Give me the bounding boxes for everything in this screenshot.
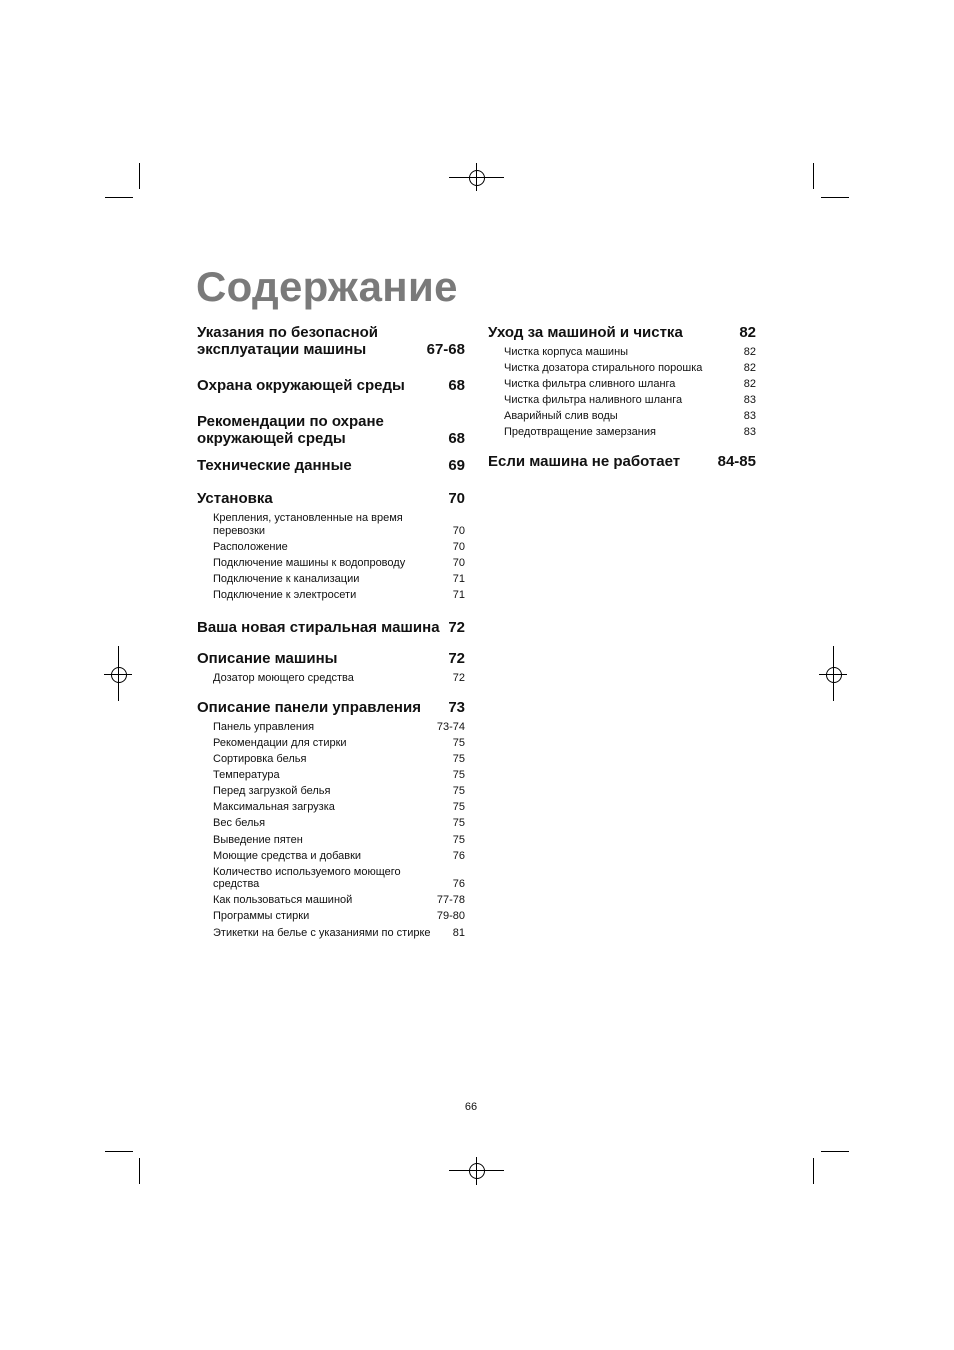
toc-section-heading[interactable] bbox=[197, 457, 465, 474]
section-title: Если машина не работает bbox=[488, 452, 681, 470]
toc-entry[interactable] bbox=[197, 557, 465, 570]
toc-section-heading[interactable] bbox=[197, 324, 465, 358]
entry-page: 82 bbox=[743, 346, 756, 358]
entry-page: 75 bbox=[452, 817, 465, 830]
section-page: 82 bbox=[739, 324, 756, 341]
section-title: Уход за машиной и чистка bbox=[488, 324, 683, 341]
toc-section bbox=[488, 324, 756, 439]
entry-page: 79-80 bbox=[436, 910, 465, 923]
toc-entry[interactable] bbox=[197, 866, 465, 891]
entry-page: 73-74 bbox=[436, 720, 465, 733]
section-title: Рекомендации по охране окружающей среды bbox=[197, 413, 384, 447]
entry-title: Аварийный слив воды bbox=[504, 410, 618, 423]
entry-page: 82 bbox=[743, 362, 756, 375]
entry-page: 75 bbox=[452, 736, 465, 749]
toc-entry[interactable] bbox=[197, 753, 465, 766]
entry-page: 75 bbox=[452, 833, 465, 846]
toc-entry[interactable] bbox=[488, 426, 756, 439]
entry-page: 75 bbox=[452, 753, 465, 766]
toc-entry[interactable] bbox=[197, 512, 465, 537]
toc-section bbox=[197, 324, 465, 358]
entry-title: Моющие средства и добавки bbox=[213, 849, 362, 862]
section-page: 67-68 bbox=[426, 341, 465, 358]
section-title: Охрана окружающей среды bbox=[197, 377, 405, 394]
toc-section bbox=[197, 619, 465, 636]
toc-section-heading[interactable] bbox=[197, 699, 465, 716]
toc-section bbox=[197, 490, 465, 601]
section-page: 69 bbox=[448, 457, 465, 474]
entry-title: Перед загрузкой белья bbox=[213, 785, 331, 798]
section-title: Технические данные bbox=[197, 457, 352, 474]
entry-title: Чистка фильтра наливного шланга bbox=[504, 394, 683, 407]
entry-title: Дозатор моющего средства bbox=[213, 672, 354, 685]
toc-entry[interactable] bbox=[488, 346, 756, 359]
entry-page: 76 bbox=[452, 878, 465, 891]
entry-page: 77-78 bbox=[436, 894, 465, 907]
toc-entry[interactable] bbox=[197, 801, 465, 814]
toc-section-heading[interactable] bbox=[197, 413, 465, 447]
section-page: 68 bbox=[448, 430, 465, 447]
entry-page: 72 bbox=[452, 672, 465, 685]
entry-page: 70 bbox=[452, 524, 465, 537]
page-number: 66 bbox=[464, 1101, 478, 1113]
toc-entry[interactable] bbox=[197, 589, 465, 602]
toc-section-heading[interactable] bbox=[197, 650, 465, 667]
toc-entry[interactable] bbox=[197, 927, 465, 940]
toc-entry[interactable] bbox=[488, 362, 756, 375]
toc-section-heading[interactable] bbox=[488, 324, 756, 341]
section-title: Указания по безопасной эксплуатации машины bbox=[197, 324, 379, 358]
toc-section-heading[interactable] bbox=[197, 619, 465, 636]
entry-title: Подключение к канализации bbox=[213, 572, 360, 585]
entry-title: Вес белья bbox=[213, 817, 266, 830]
entry-title: Количество используемого моющего средства bbox=[213, 865, 401, 891]
section-title: Ваша новая стиральная машина bbox=[197, 619, 440, 637]
entry-title: Расположение bbox=[213, 540, 288, 553]
toc-entry[interactable] bbox=[197, 672, 465, 685]
entry-page: 70 bbox=[452, 540, 465, 553]
entry-page: 83 bbox=[743, 394, 756, 407]
entry-title: Подключение к электросети bbox=[213, 588, 357, 601]
toc-entry[interactable] bbox=[197, 834, 465, 847]
toc-entry[interactable] bbox=[197, 573, 465, 586]
entry-title: Максимальная загрузка bbox=[213, 801, 335, 814]
toc-section bbox=[197, 413, 465, 447]
entry-title: Как пользоваться машиной bbox=[213, 894, 353, 907]
entry-title: Панель управления bbox=[213, 720, 315, 733]
toc-left-column bbox=[197, 324, 465, 939]
section-page: 84-85 bbox=[717, 452, 756, 470]
toc-section bbox=[488, 453, 756, 470]
toc-section-heading[interactable] bbox=[488, 453, 756, 470]
entry-page: 83 bbox=[743, 426, 756, 439]
section-page: 70 bbox=[448, 490, 465, 507]
toc-entry[interactable] bbox=[197, 769, 465, 782]
entry-title: Чистка дозатора стирального порошка bbox=[504, 362, 703, 375]
toc-entry[interactable] bbox=[197, 817, 465, 830]
entry-title: Рекомендации для стирки bbox=[213, 736, 347, 749]
toc-entry[interactable] bbox=[197, 850, 465, 863]
toc-section bbox=[197, 377, 465, 394]
section-page: 68 bbox=[448, 377, 465, 394]
toc-section bbox=[197, 457, 465, 474]
section-page: 72 bbox=[448, 619, 465, 637]
entry-title: Выведение пятен bbox=[213, 833, 303, 846]
section-title: Описание машины bbox=[197, 650, 338, 668]
toc-entry[interactable] bbox=[197, 737, 465, 750]
entry-page: 82 bbox=[743, 378, 756, 391]
toc-entry[interactable] bbox=[197, 541, 465, 554]
entry-title: Программы стирки bbox=[213, 910, 310, 923]
entry-page: 71 bbox=[452, 588, 465, 601]
toc-section bbox=[197, 650, 465, 685]
toc-section bbox=[197, 699, 465, 939]
section-page: 72 bbox=[448, 650, 465, 668]
entry-title: Крепления, установленные на время перевозки bbox=[213, 512, 403, 537]
entry-page: 76 bbox=[452, 849, 465, 862]
toc-entry[interactable] bbox=[197, 894, 465, 907]
toc-entry[interactable] bbox=[488, 394, 756, 407]
entry-page: 75 bbox=[452, 769, 465, 782]
toc-section-heading[interactable] bbox=[197, 377, 465, 394]
entry-title: Подключение машины к водопроводу bbox=[213, 556, 406, 569]
entry-page: 83 bbox=[743, 410, 756, 423]
entry-title: Этикетки на белье с указаниями по стирке bbox=[213, 926, 431, 939]
toc-right-column bbox=[488, 324, 756, 470]
entry-title: Температура bbox=[213, 769, 280, 782]
entry-page: 81 bbox=[452, 926, 465, 939]
toc-section-heading[interactable] bbox=[197, 490, 465, 507]
entry-page: 70 bbox=[452, 556, 465, 569]
entry-title: Чистка фильтра сливного шланга bbox=[504, 378, 676, 391]
entry-page: 75 bbox=[452, 785, 465, 798]
section-title: Установка bbox=[197, 490, 273, 507]
entry-title: Чистка корпуса машины bbox=[504, 346, 629, 358]
toc-entry[interactable] bbox=[197, 721, 465, 734]
entry-page: 75 bbox=[452, 801, 465, 814]
toc-entry[interactable] bbox=[488, 378, 756, 391]
toc-entry[interactable] bbox=[197, 910, 465, 923]
toc-entry[interactable] bbox=[197, 785, 465, 798]
toc-entry[interactable] bbox=[488, 410, 756, 423]
entry-title: Предотвращение замерзания bbox=[504, 426, 656, 439]
entry-title: Сортировка белья bbox=[213, 753, 307, 766]
section-page: 73 bbox=[448, 698, 465, 716]
entry-page: 71 bbox=[452, 572, 465, 585]
page-title: Содержание bbox=[196, 263, 458, 310]
section-title: Описание панели управления bbox=[197, 698, 421, 716]
